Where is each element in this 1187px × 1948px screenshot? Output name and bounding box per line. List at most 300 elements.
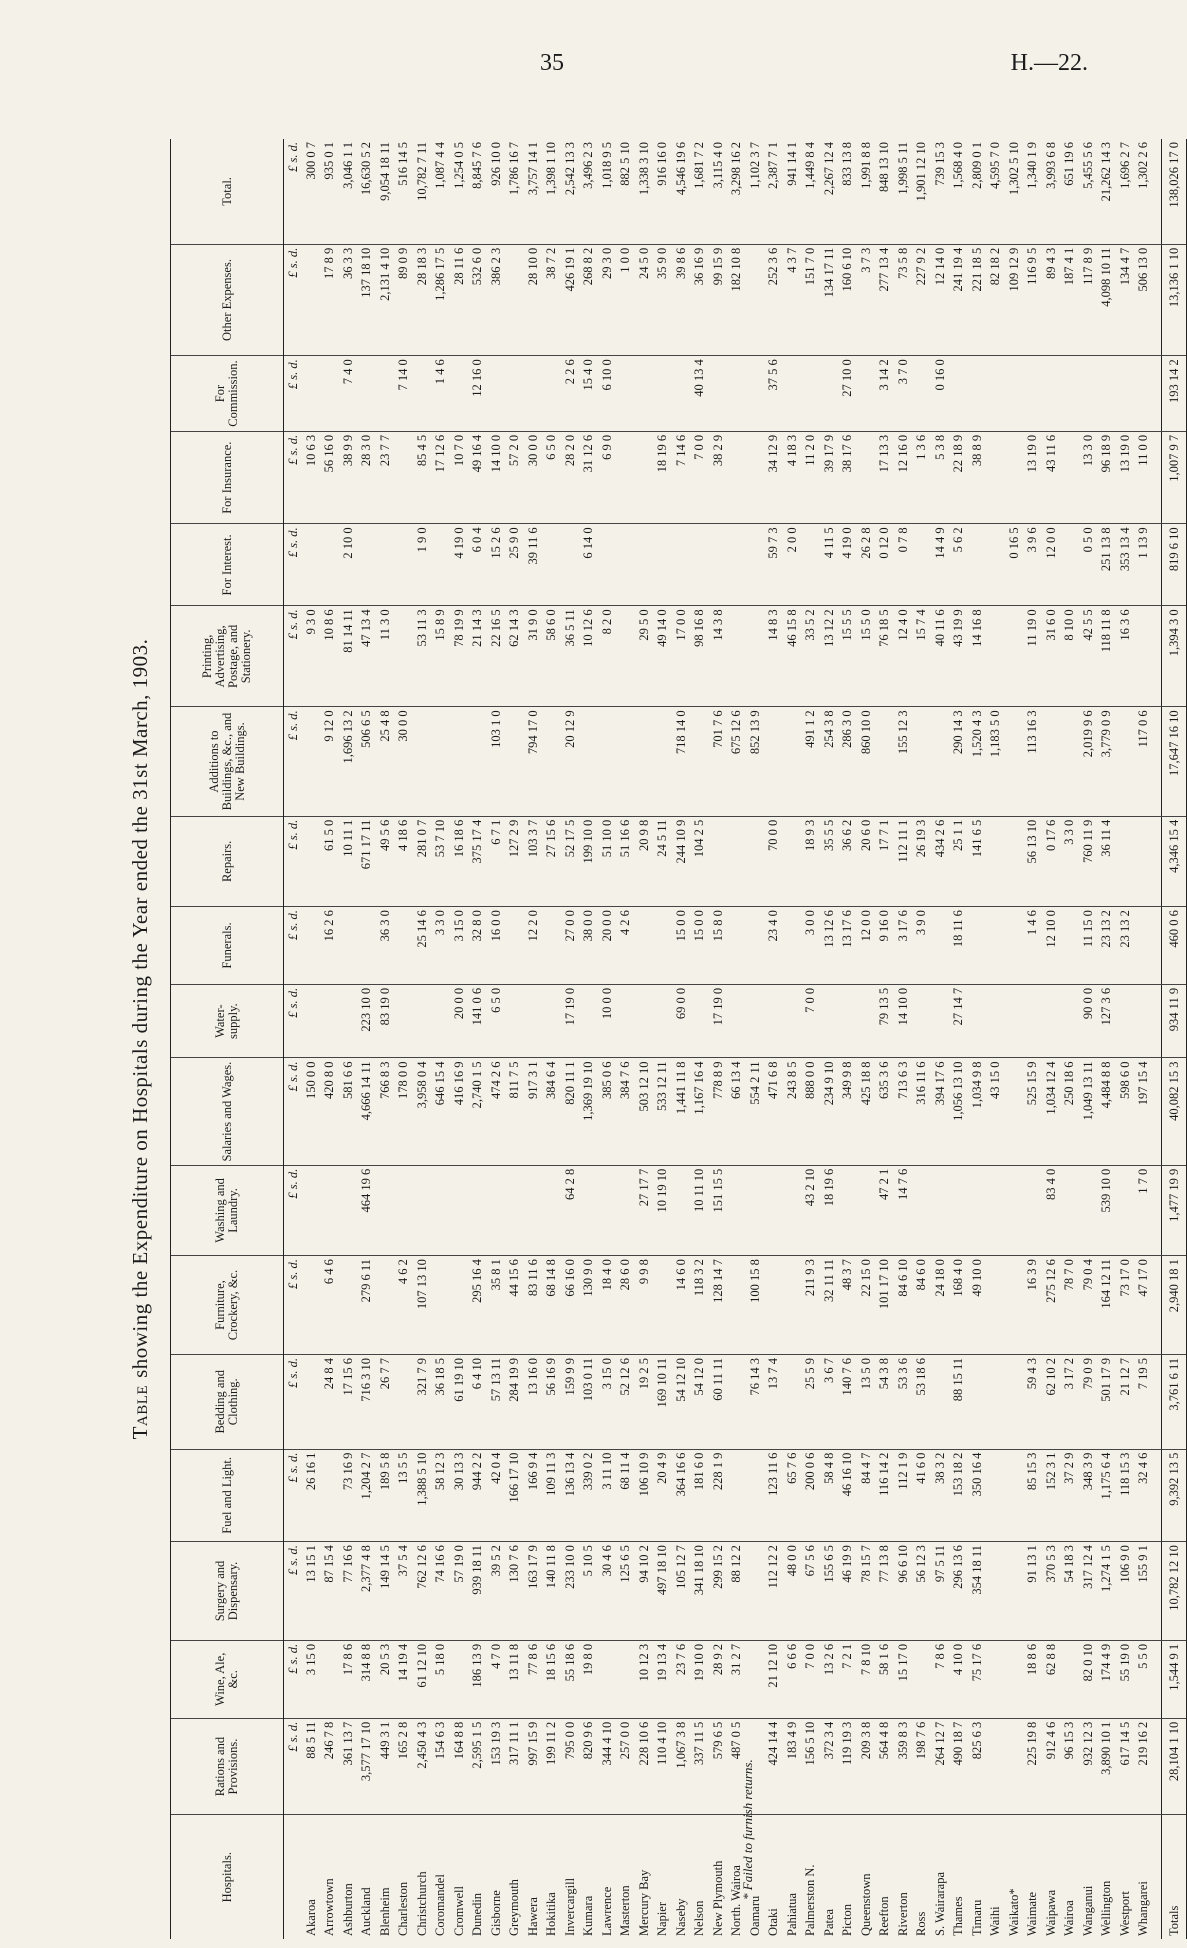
amount-cell: 15 7 4 xyxy=(913,606,932,707)
amount-cell xyxy=(987,1542,1006,1641)
table-row xyxy=(339,139,358,1939)
amount-cell: 11 0 0 xyxy=(1135,431,1154,524)
hospital-name-cell: Thames xyxy=(951,1896,966,1936)
table-row xyxy=(450,139,469,1939)
amount-cell: 154 6 3 xyxy=(432,1718,451,1815)
amount-cell: 32 8 0 xyxy=(469,907,488,985)
amount-cell xyxy=(1061,984,1080,1058)
amount-cell: 15 8 9 xyxy=(432,606,451,707)
amount-cell: 84 6 0 xyxy=(913,1256,932,1355)
amount-cell: 54 12 10 xyxy=(672,1354,691,1449)
amount-cell xyxy=(746,984,765,1058)
amount-cell: 464 19 6 xyxy=(358,1165,377,1255)
amount-cell: 10 8 6 xyxy=(321,606,340,707)
amount-cell: 22 18 9 xyxy=(950,431,969,524)
amount-cell: 13 11 8 xyxy=(506,1640,525,1718)
amount-cell: 14 10 0 xyxy=(487,431,506,524)
amount-cell: 37 5 4 xyxy=(395,1542,414,1641)
table-row xyxy=(709,139,728,1939)
amount-cell: 78 19 9 xyxy=(450,606,469,707)
amount-cell: 12 0 0 xyxy=(857,907,876,985)
hospital-name-cell: Blenheim xyxy=(377,1887,392,1936)
amount-cell: 3 15 0 xyxy=(450,907,469,985)
amount-cell: 62 8 8 xyxy=(1042,1640,1061,1718)
amount-cell: 20 12 9 xyxy=(561,707,580,816)
amount-cell: 211 9 3 xyxy=(802,1256,821,1355)
amount-cell: 27 0 0 xyxy=(561,907,580,985)
amount-cell: 83 19 0 xyxy=(376,984,395,1058)
amount-cell: 3,993 6 8 xyxy=(1042,139,1061,244)
amount-cell: 491 1 2 xyxy=(802,707,821,816)
amount-cell xyxy=(691,984,710,1058)
amount-cell: 55 18 6 xyxy=(561,1640,580,1718)
amount-cell xyxy=(450,1256,469,1355)
amount-cell xyxy=(432,1256,451,1355)
amount-cell: 4 3 7 xyxy=(783,244,802,355)
amount-cell: 0 7 8 xyxy=(894,524,913,606)
amount-cell: 935 0 1 xyxy=(321,139,340,244)
table-row xyxy=(487,139,506,1939)
amount-cell: 89 4 3 xyxy=(1042,244,1061,355)
amount-cell: 9,392 13 5 xyxy=(1162,1449,1187,1542)
amount-cell: 10 11 10 xyxy=(691,1165,710,1255)
amount-cell xyxy=(617,1165,636,1255)
amount-cell: 27 14 7 xyxy=(950,984,969,1058)
amount-cell: 4 19 0 xyxy=(450,524,469,606)
amount-cell: 926 10 0 xyxy=(487,139,506,244)
amount-cell: 233 10 0 xyxy=(561,1542,580,1641)
column-header: Water-supply. xyxy=(171,984,284,1058)
amount-cell: 1,991 8 8 xyxy=(857,139,876,244)
amount-cell: 9 16 0 xyxy=(876,907,895,985)
amount-cell: 13,136 1 10 xyxy=(1162,244,1187,355)
amount-cell: 2,267 12 4 xyxy=(820,139,839,244)
amount-cell: 60 11 11 xyxy=(709,1354,728,1449)
amount-cell: 73 17 0 xyxy=(1116,1256,1135,1355)
hospital-name-cell: Totals xyxy=(1162,1815,1187,1939)
amount-cell xyxy=(598,1165,617,1255)
amount-cell xyxy=(543,984,562,1058)
amount-cell: 227 9 2 xyxy=(913,244,932,355)
amount-cell xyxy=(765,707,784,816)
amount-cell: 16 3 9 xyxy=(1024,1256,1043,1355)
amount-cell: 10 19 10 xyxy=(654,1165,673,1255)
amount-cell: 718 14 0 xyxy=(672,707,691,816)
amount-cell: 61 19 10 xyxy=(450,1354,469,1449)
amount-cell: 24 18 0 xyxy=(931,1256,950,1355)
table-row xyxy=(1061,139,1080,1939)
amount-cell: 811 7 5 xyxy=(506,1058,525,1165)
amount-cell xyxy=(376,1165,395,1255)
amount-cell: 532 6 0 xyxy=(469,244,488,355)
amount-cell: £ s. d. xyxy=(284,356,303,432)
amount-cell: 28,104 1 10 xyxy=(1162,1718,1187,1815)
amount-cell: 564 4 8 xyxy=(876,1718,895,1815)
amount-cell: 110 4 10 xyxy=(654,1718,673,1815)
amount-cell xyxy=(395,606,414,707)
amount-cell xyxy=(987,356,1006,432)
amount-cell xyxy=(783,707,802,816)
amount-cell: 66 16 0 xyxy=(561,1256,580,1355)
amount-cell: 6 5 0 xyxy=(487,984,506,1058)
amount-cell: 74 16 6 xyxy=(432,1542,451,1641)
amount-cell xyxy=(654,984,673,1058)
amount-cell: 0 12 0 xyxy=(876,524,895,606)
amount-cell xyxy=(783,1354,802,1449)
hospital-name-cell: Greymouth xyxy=(507,1879,522,1936)
hospital-name-cell: Palmerston N. xyxy=(803,1864,818,1936)
amount-cell: 819 6 10 xyxy=(1162,524,1187,606)
amount-cell xyxy=(395,431,414,524)
amount-cell xyxy=(728,1165,747,1255)
amount-cell: 39 5 2 xyxy=(487,1542,506,1641)
spacer-cell xyxy=(1153,1058,1162,1165)
amount-cell xyxy=(302,244,321,355)
amount-cell: 109 11 3 xyxy=(543,1449,562,1542)
amount-cell: 55 19 0 xyxy=(1116,1640,1135,1718)
amount-cell: 199 10 0 xyxy=(580,816,599,906)
amount-cell xyxy=(691,707,710,816)
amount-cell: 30 0 0 xyxy=(524,431,543,524)
spacer-cell xyxy=(1153,139,1162,244)
amount-cell xyxy=(302,707,321,816)
amount-cell: 1,102 3 7 xyxy=(746,139,765,244)
hospital-name-cell: Arrowtown xyxy=(322,1878,337,1936)
amount-cell: 155 6 5 xyxy=(820,1542,839,1641)
amount-cell xyxy=(1061,907,1080,985)
amount-cell: 20 0 0 xyxy=(450,984,469,1058)
amount-cell: 10 6 3 xyxy=(302,431,321,524)
amount-cell: 35 5 5 xyxy=(820,816,839,906)
amount-cell xyxy=(617,984,636,1058)
amount-cell: 10 7 0 xyxy=(450,431,469,524)
hospital-name-cell: Ashburton xyxy=(340,1883,355,1936)
amount-cell xyxy=(968,1354,987,1449)
amount-cell: 579 6 5 xyxy=(709,1718,728,1815)
amount-cell: 3 11 10 xyxy=(598,1449,617,1542)
amount-cell: 2,377 4 8 xyxy=(358,1542,377,1641)
amount-cell xyxy=(543,1165,562,1255)
footnote xyxy=(740,1759,788,1900)
amount-cell: 88 12 2 xyxy=(728,1542,747,1641)
amount-cell: 10,782 12 10 xyxy=(1162,1542,1187,1641)
amount-cell: 56 16 9 xyxy=(543,1354,562,1449)
amount-cell: 140 11 8 xyxy=(543,1542,562,1641)
amount-cell: 1 3 6 xyxy=(913,431,932,524)
amount-cell: 56 16 0 xyxy=(321,431,340,524)
amount-cell xyxy=(432,707,451,816)
amount-cell: 79 0 9 xyxy=(1079,1354,1098,1449)
amount-cell: 1,340 1 9 xyxy=(1024,139,1043,244)
amount-cell: 24 8 4 xyxy=(321,1354,340,1449)
amount-cell xyxy=(783,816,802,906)
column-header: Rations and Provisions. xyxy=(171,1718,284,1815)
amount-cell: 26 7 7 xyxy=(376,1354,395,1449)
amount-cell: 100 15 8 xyxy=(746,1256,765,1355)
amount-cell xyxy=(839,1165,858,1255)
amount-cell: 2,387 7 1 xyxy=(765,139,784,244)
amount-cell: 13 19 0 xyxy=(1024,431,1043,524)
hospital-name-cell: Charleston xyxy=(396,1881,411,1936)
amount-cell: 56 12 3 xyxy=(913,1542,932,1641)
amount-cell: 23 13 2 xyxy=(1098,907,1117,985)
amount-cell: 62 14 3 xyxy=(506,606,525,707)
amount-cell xyxy=(820,984,839,1058)
amount-cell: 4,346 15 4 xyxy=(1162,816,1187,906)
amount-cell xyxy=(302,524,321,606)
amount-cell xyxy=(580,984,599,1058)
amount-cell: 6 4 10 xyxy=(469,1354,488,1449)
amount-cell: 794 17 0 xyxy=(524,707,543,816)
amount-cell: 67 5 6 xyxy=(802,1542,821,1641)
spacer-cell xyxy=(1153,707,1162,816)
amount-cell xyxy=(931,1165,950,1255)
amount-cell: 14 16 8 xyxy=(968,606,987,707)
amount-cell: 254 3 8 xyxy=(820,707,839,816)
amount-cell: 348 3 9 xyxy=(1079,1449,1098,1542)
amount-cell: 1,477 19 9 xyxy=(1162,1165,1187,1255)
amount-cell: 153 19 3 xyxy=(487,1718,506,1815)
amount-cell xyxy=(968,356,987,432)
amount-cell: 281 0 7 xyxy=(413,816,432,906)
amount-cell xyxy=(709,356,728,432)
table-title-text: showing the Expenditure on Hospitals during the Year ended the 31st March, 1903. xyxy=(128,638,152,1378)
amount-cell xyxy=(1135,816,1154,906)
amount-cell xyxy=(1135,984,1154,1058)
amount-cell: 17 19 0 xyxy=(561,984,580,1058)
amount-cell: 6 10 0 xyxy=(598,356,617,432)
amount-cell: 1,302 5 10 xyxy=(1005,139,1024,244)
hospital-name-cell: Lawrence xyxy=(599,1886,614,1936)
amount-cell xyxy=(728,1256,747,1355)
amount-cell: 28 3 0 xyxy=(358,431,377,524)
amount-cell: 223 10 0 xyxy=(358,984,377,1058)
amount-cell xyxy=(1098,356,1117,432)
amount-cell: 2,809 0 1 xyxy=(968,139,987,244)
amount-cell: 3 3 0 xyxy=(1061,816,1080,906)
amount-cell: 20 5 3 xyxy=(376,1640,395,1718)
amount-cell: 7 14 0 xyxy=(395,356,414,432)
amount-cell: 243 8 5 xyxy=(783,1058,802,1165)
amount-cell: 79 13 5 xyxy=(876,984,895,1058)
amount-cell: 43 15 0 xyxy=(987,1058,1006,1165)
amount-cell xyxy=(746,244,765,355)
amount-cell xyxy=(654,907,673,985)
amount-cell: 14 10 0 xyxy=(894,984,913,1058)
amount-cell xyxy=(580,707,599,816)
amount-cell: 554 2 11 xyxy=(746,1058,765,1165)
amount-cell: 107 13 10 xyxy=(413,1256,432,1355)
amount-cell: 16,630 5 2 xyxy=(358,139,377,244)
amount-cell: 52 12 6 xyxy=(617,1354,636,1449)
hospital-name-cell: Waihi xyxy=(988,1906,1003,1936)
amount-cell: £ s. d. xyxy=(284,984,303,1058)
spacer-cell xyxy=(1153,816,1162,906)
amount-cell: 0 5 0 xyxy=(1079,524,1098,606)
amount-cell: 59 7 3 xyxy=(765,524,784,606)
amount-cell: 25 1 1 xyxy=(950,816,969,906)
amount-cell: 49 14 0 xyxy=(654,606,673,707)
amount-cell: 1,067 3 8 xyxy=(672,1718,691,1815)
amount-cell: 370 5 3 xyxy=(1042,1542,1061,1641)
amount-cell: 3,958 0 4 xyxy=(413,1058,432,1165)
amount-cell: 150 0 0 xyxy=(302,1058,321,1165)
amount-cell: 296 13 6 xyxy=(950,1542,969,1641)
spacer-cell xyxy=(1153,984,1162,1058)
amount-cell: 76 18 5 xyxy=(876,606,895,707)
amount-cell: 3,046 1 1 xyxy=(339,139,358,244)
amount-cell: 1,286 17 5 xyxy=(432,244,451,355)
column-header: Washing and Laundry. xyxy=(171,1165,284,1255)
amount-cell xyxy=(302,1256,321,1355)
amount-cell: 0 16 5 xyxy=(1005,524,1024,606)
amount-cell: 136 13 4 xyxy=(561,1449,580,1542)
amount-cell: 77 13 8 xyxy=(876,1542,895,1641)
amount-cell: 134 4 7 xyxy=(1116,244,1135,355)
amount-cell: 934 11 9 xyxy=(1162,984,1187,1058)
amount-cell xyxy=(746,1542,765,1641)
table-row xyxy=(1135,139,1154,1939)
amount-cell: 90 0 0 xyxy=(1079,984,1098,1058)
amount-cell: 96 15 3 xyxy=(1061,1718,1080,1815)
amount-cell: 3 15 0 xyxy=(302,1640,321,1718)
amount-cell: 42 0 4 xyxy=(487,1449,506,1542)
amount-cell xyxy=(876,707,895,816)
amount-cell: 384 7 6 xyxy=(617,1058,636,1165)
hospital-name-cell: Pahiatua xyxy=(784,1892,799,1936)
amount-cell: 1,901 12 10 xyxy=(913,139,932,244)
hospital-name-cell: Mercury Bay xyxy=(636,1869,651,1936)
amount-cell xyxy=(913,524,932,606)
column-header: Other Expenses. xyxy=(171,244,284,355)
amount-cell: 1,007 9 7 xyxy=(1162,431,1187,524)
amount-cell: 501 17 9 xyxy=(1098,1354,1117,1449)
amount-cell: 36 3 0 xyxy=(376,907,395,985)
amount-cell: 337 11 5 xyxy=(691,1718,710,1815)
amount-cell: 54 12 0 xyxy=(691,1354,710,1449)
amount-cell: 156 5 10 xyxy=(802,1718,821,1815)
amount-cell: 1,998 5 11 xyxy=(894,139,913,244)
amount-cell: 106 9 0 xyxy=(1116,1542,1135,1641)
amount-cell: 34 12 9 xyxy=(765,431,784,524)
amount-cell: 116 14 2 xyxy=(876,1449,895,1542)
amount-cell: 39 17 9 xyxy=(820,431,839,524)
amount-cell: 16 3 6 xyxy=(1116,606,1135,707)
amount-cell: 21 12 10 xyxy=(765,1640,784,1718)
amount-cell: 15 0 0 xyxy=(691,907,710,985)
amount-cell: 31 2 7 xyxy=(728,1640,747,1718)
amount-cell: 635 3 6 xyxy=(876,1058,895,1165)
amount-cell: 416 16 9 xyxy=(450,1058,469,1165)
amount-cell xyxy=(802,356,821,432)
amount-cell: 73 5 8 xyxy=(894,244,913,355)
amount-cell: 38 0 0 xyxy=(580,907,599,985)
amount-cell: 36 5 11 xyxy=(561,606,580,707)
amount-cell xyxy=(450,356,469,432)
amount-cell xyxy=(931,984,950,1058)
amount-cell: 112 1 9 xyxy=(894,1449,913,1542)
amount-cell xyxy=(302,984,321,1058)
amount-cell: 22 16 5 xyxy=(487,606,506,707)
amount-cell: 3,115 4 0 xyxy=(709,139,728,244)
amount-cell xyxy=(728,907,747,985)
amount-cell xyxy=(506,356,525,432)
amount-cell: 525 15 9 xyxy=(1024,1058,1043,1165)
column-header: For Commission. xyxy=(171,356,284,432)
amount-cell xyxy=(1079,356,1098,432)
spacer-cell xyxy=(1153,1354,1162,1449)
table-row xyxy=(876,139,895,1939)
amount-cell xyxy=(413,707,432,816)
amount-cell xyxy=(746,431,765,524)
amount-cell: 506 6 5 xyxy=(358,707,377,816)
amount-cell: 39 8 6 xyxy=(672,244,691,355)
amount-cell: 3 17 2 xyxy=(1061,1354,1080,1449)
amount-cell: 264 12 7 xyxy=(931,1718,950,1815)
amount-cell: 138,026 17 0 xyxy=(1162,139,1187,244)
amount-cell: 487 0 5 xyxy=(728,1718,747,1815)
hospital-name-cell: Christchurch xyxy=(414,1871,429,1936)
amount-cell: 38 7 2 xyxy=(543,244,562,355)
hospital-name-cell: S. Wairarapa xyxy=(932,1871,947,1936)
amount-cell: 932 12 3 xyxy=(1079,1718,1098,1815)
amount-cell: £ s. d. xyxy=(284,1058,303,1165)
amount-cell: 137 18 10 xyxy=(358,244,377,355)
amount-cell xyxy=(728,524,747,606)
table-row xyxy=(1042,139,1061,1939)
hospital-name-cell: Auckland xyxy=(359,1887,374,1936)
amount-cell: 25 14 6 xyxy=(413,907,432,985)
spacer-cell xyxy=(1153,1718,1162,1815)
amount-cell: 19 2 5 xyxy=(635,1354,654,1449)
amount-cell xyxy=(302,1165,321,1255)
amount-cell: 384 6 4 xyxy=(543,1058,562,1165)
amount-cell: £ s. d. xyxy=(284,606,303,707)
amount-cell xyxy=(395,984,414,1058)
amount-cell xyxy=(1116,356,1135,432)
amount-cell: 127 3 6 xyxy=(1098,984,1117,1058)
amount-cell: 27 15 6 xyxy=(543,816,562,906)
amount-cell xyxy=(635,984,654,1058)
table-row xyxy=(691,139,710,1939)
amount-cell: 53 3 6 xyxy=(894,1354,913,1449)
amount-cell: 149 14 5 xyxy=(376,1542,395,1641)
amount-cell: 2,131 4 10 xyxy=(376,244,395,355)
amount-cell: 825 6 3 xyxy=(968,1718,987,1815)
amount-cell: 5 5 0 xyxy=(1135,1640,1154,1718)
amount-cell xyxy=(672,524,691,606)
amount-cell: £ s. d. xyxy=(284,907,303,985)
amount-cell: 7 2 1 xyxy=(839,1640,858,1718)
hospital-name-cell: Waikato* xyxy=(1006,1888,1021,1936)
hospital-name-cell: Waimate xyxy=(1025,1891,1040,1936)
amount-cell: 13 5 0 xyxy=(857,1354,876,1449)
amount-cell xyxy=(450,1165,469,1255)
amount-cell: 13 17 6 xyxy=(839,907,858,985)
amount-cell: 68 14 8 xyxy=(543,1256,562,1355)
amount-cell: 941 14 1 xyxy=(783,139,802,244)
amount-cell: 15 5 0 xyxy=(857,606,876,707)
amount-cell: 228 10 6 xyxy=(635,1718,654,1815)
amount-cell: 37 2 9 xyxy=(1061,1449,1080,1542)
amount-cell: 23 7 7 xyxy=(376,431,395,524)
column-header: Fuel and Light. xyxy=(171,1449,284,1542)
amount-cell xyxy=(506,984,525,1058)
amount-cell: 13 2 6 xyxy=(820,1640,839,1718)
amount-cell: 83 4 0 xyxy=(1042,1165,1061,1255)
amount-cell: 152 3 1 xyxy=(1042,1449,1061,1542)
hospital-name-cell: Whangarei xyxy=(1136,1881,1151,1936)
